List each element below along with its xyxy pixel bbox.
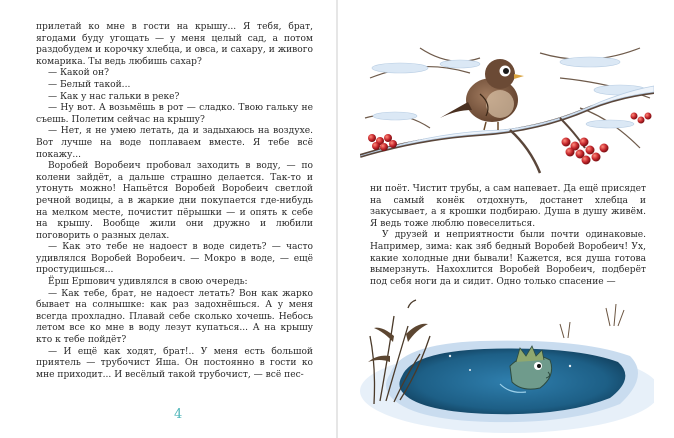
left-text-column [36, 22, 313, 381]
ruff-illustration [360, 296, 654, 434]
paragraph: прилетай ко мне в гости на крышу... Я тебя, брат, ягодами буду угощать — у меня целый сад, а потом раздобудем и корочку хлебца, и овса, и сахару, и живого комарика. Ты ведь любишь сахар? [36, 22, 313, 67]
paragraph: ни поёт. Чистит трубы, а сам напевает. Да ещё присядет на самый конёк отдохнуть, достанет хлебца и закусывает, а я крошки подбираю. Душа в душу живём. Я ведь тоже люблю повеселиться. [370, 184, 646, 229]
paragraph: — И ещё как ходят, брат!.. У меня есть большой приятель — трубочист Яша. Он постоянно в гости ко мне приходит... И весёлый такой трубочист, — всё пес- [36, 346, 313, 380]
rowan-berries-bottom [631, 113, 652, 124]
sparrow-icon [440, 59, 524, 130]
rowan-berries-right [562, 138, 609, 165]
paragraph: Ёрш Ершович удивлялся в свою очередь: [48, 277, 248, 288]
paragraph: — Как у нас гальки в реке? [48, 91, 180, 102]
paragraph: — Как это тебе не надоест в воде сидеть? — часто удивлялся Воробей Воробеич. — Мокро в воде, — ещё простудишься... [36, 242, 313, 276]
paragraph: — Белый такой... [48, 79, 131, 90]
paragraph: — Ну вот. А возьмёшь в рот — сладко. Твою гальку не съешь. Полетим сейчас на крышу? [36, 103, 313, 125]
page-number: 4 [174, 407, 183, 422]
paragraph: — Какой он? [48, 68, 109, 79]
right-text-column [370, 184, 646, 288]
sparrow-illustration [360, 38, 654, 180]
paragraph: У друзей и неприятности были почти одинаковые. Например, зима: как зяб бедный Воробей Воробеич! Ух, какие холодные дни бывали! Кажется, вся душа готова вымерзнуть. Нахохлится Воробей Воробеич, подберёт под себя ноги да и сидит. Одно только спасение — [370, 230, 646, 287]
paragraph: — Как тебе, брат, не надоест летать? Вон как жарко бывает на солнышке: как раз задохнёшься. А у меня всегда прохладно. Плавай себе сколько хочешь. Небось летом все ко мне в воду лезут купаться... А на крышу кто к тебе пойдёт? [36, 288, 313, 346]
paragraph: — Нет, я не умею летать, да и задыхаюсь на воздухе. Вот лучше на воде поплаваем вместе. Я тебе всё покажу... [36, 126, 313, 160]
paragraph: Воробей Воробеич пробовал заходить в воду, — по колени зайдёт, а дальше страшно делается. Так-то и утонуть можно! Напьётся Воробей Воробеич светлой речной водицы, а в жаркие дни покупается где-нибудь на мелком месте, почистит пёрышки — и опять к себе на крышу. Вообще жили они дружно и любили поговорить о разных делах. [36, 161, 313, 241]
